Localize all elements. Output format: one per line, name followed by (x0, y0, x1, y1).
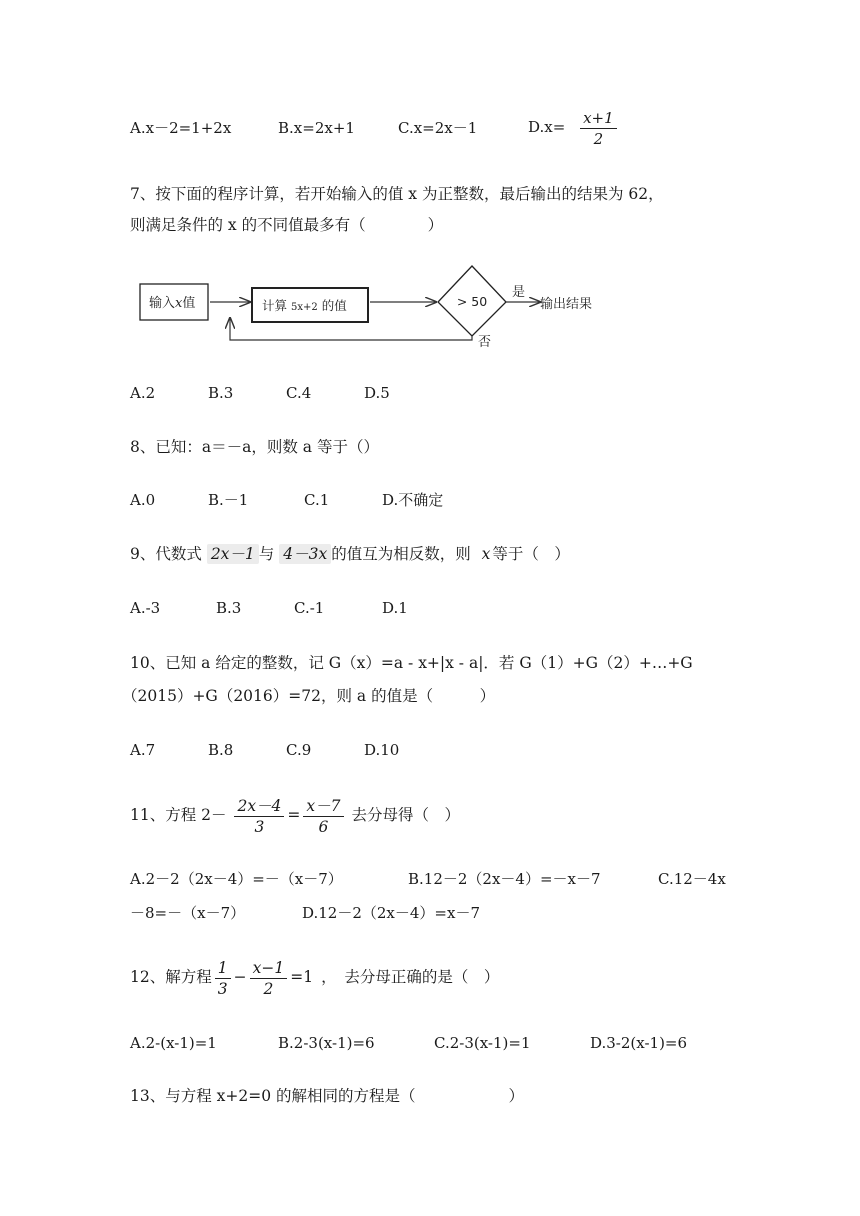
q7-option-d[interactable]: D.5 (364, 384, 390, 402)
q7-stem-line2: 则满足条件的 x 的不同值最多有（ ） (130, 216, 444, 234)
option-text: x= (544, 118, 566, 136)
q7-stem-line1: 7、按下面的程序计算，若开始输入的值 x 为正整数，最后输出的结果为 62， (130, 185, 664, 203)
q8-option-a[interactable]: A.0 (130, 491, 156, 509)
q9-after: 的值互为相反数，则 (331, 545, 471, 563)
option-label: D. (528, 118, 545, 136)
q11-fraction-2 (303, 797, 343, 836)
q7-option-b[interactable]: B.3 (208, 384, 234, 402)
q9-variable: x (481, 545, 491, 563)
decision-label: > 50 (456, 294, 488, 309)
fraction-numerator: 2x－4 (234, 797, 284, 817)
q12-fraction-2 (250, 959, 288, 998)
q9-option-a[interactable]: A.-3 (130, 599, 161, 617)
fraction-numerator: 1 (215, 959, 231, 979)
yes-label: 是 (512, 285, 526, 300)
q11-option-c-line2[interactable]: －8=－（x－7） (130, 904, 246, 922)
q7-flowchart (130, 262, 630, 352)
q6-option-d[interactable] (528, 104, 620, 150)
q8-option-b[interactable]: B.－1 (208, 491, 249, 509)
q12-stem (130, 955, 499, 999)
q12-fraction-1 (215, 959, 231, 998)
q12-option-b[interactable]: B.2-3(x-1)=6 (278, 1034, 375, 1052)
calc-label: 计算 5x+2 的值 (262, 298, 347, 313)
q6-option-b[interactable] (278, 118, 355, 138)
q11-stem (130, 793, 460, 837)
q12-suffix: ， 去分母正确的是（ ） (321, 968, 500, 986)
output-label: 输出结果 (540, 297, 593, 312)
fraction-denominator: 3 (217, 979, 228, 998)
option-text: x－2=1+2x (145, 119, 232, 137)
q8-option-d[interactable]: D.不确定 (382, 491, 444, 509)
input-label: 输入x值 (149, 296, 196, 311)
q9-prefix: 9、代数式 (130, 545, 202, 563)
q10-stem-line2: （2015）+G（2016）=72，则 a 的值是（ ） (122, 687, 496, 705)
q9-suffix: 等于（ ） (492, 545, 570, 563)
q12-option-a[interactable]: A.2-(x-1)=1 (130, 1034, 217, 1052)
option-label: A. (130, 119, 146, 137)
q8-option-c[interactable]: C.1 (304, 491, 330, 509)
q6-option-c[interactable] (398, 118, 477, 138)
q11-option-a[interactable]: A.2－2（2x－4）=－（x－7） (130, 870, 343, 888)
option-label: B. (278, 119, 294, 137)
q12-minus: − (233, 968, 247, 986)
q11-prefix: 11、方程 2－ (130, 806, 227, 824)
option-text: x=2x+1 (293, 119, 355, 137)
option-label: C. (398, 119, 414, 137)
fraction-denominator: 2 (263, 979, 274, 998)
q9-mid: 与 (258, 545, 275, 563)
q13-stem: 13、与方程 x+2=0 的解相同的方程是（ ） (130, 1087, 525, 1105)
q11-option-d[interactable]: D.12－2（2x－4）=x－7 (302, 904, 481, 922)
q7-option-a[interactable]: A.2 (130, 384, 156, 402)
fraction-denominator: 2 (593, 129, 604, 148)
fraction-denominator: 6 (318, 817, 329, 836)
q12-equals: =1 (290, 968, 314, 986)
fraction-numerator: x−1 (250, 959, 288, 979)
q12-option-d[interactable]: D.3-2(x-1)=6 (590, 1034, 688, 1052)
q9-stem (130, 544, 570, 564)
q12-option-c[interactable]: C.2-3(x-1)=1 (434, 1034, 531, 1052)
option-text: x=2x－1 (413, 119, 478, 137)
q8-stem: 8、已知：a＝－a，则数 a 等于（） (130, 438, 379, 456)
q11-option-c-line1[interactable]: C.12－4x (658, 870, 726, 888)
q9-expression-2: 4－3x (279, 544, 331, 564)
fraction-denominator: 3 (254, 817, 265, 836)
q11-option-b[interactable]: B.12－2（2x－4）=－x－7 (408, 870, 601, 888)
q10-stem-line1: 10、已知 a 给定的整数，记 G（x）=a - x+|x - a|．若 G（1）+G（2）+…+G (130, 654, 693, 672)
q11-equals: = (287, 806, 301, 824)
q11-suffix: 去分母得（ ） (351, 806, 460, 824)
q9-expression-1: 2x－1 (207, 544, 259, 564)
no-label: 否 (478, 335, 492, 350)
q7-option-c[interactable]: C.4 (286, 384, 312, 402)
q10-option-c[interactable]: C.9 (286, 741, 312, 759)
fraction (580, 109, 617, 148)
fraction-numerator: x－7 (303, 797, 343, 817)
q9-option-c[interactable]: C.-1 (294, 599, 325, 617)
q6-option-a[interactable] (130, 118, 231, 138)
q9-option-b[interactable]: B.3 (216, 599, 242, 617)
q12-prefix: 12、解方程 (130, 968, 212, 986)
q11-fraction-1 (234, 797, 284, 836)
fraction-numerator: x+1 (580, 109, 617, 129)
q10-option-d[interactable]: D.10 (364, 741, 400, 759)
q10-option-a[interactable]: A.7 (130, 741, 156, 759)
q10-option-b[interactable]: B.8 (208, 741, 234, 759)
q9-option-d[interactable]: D.1 (382, 599, 408, 617)
